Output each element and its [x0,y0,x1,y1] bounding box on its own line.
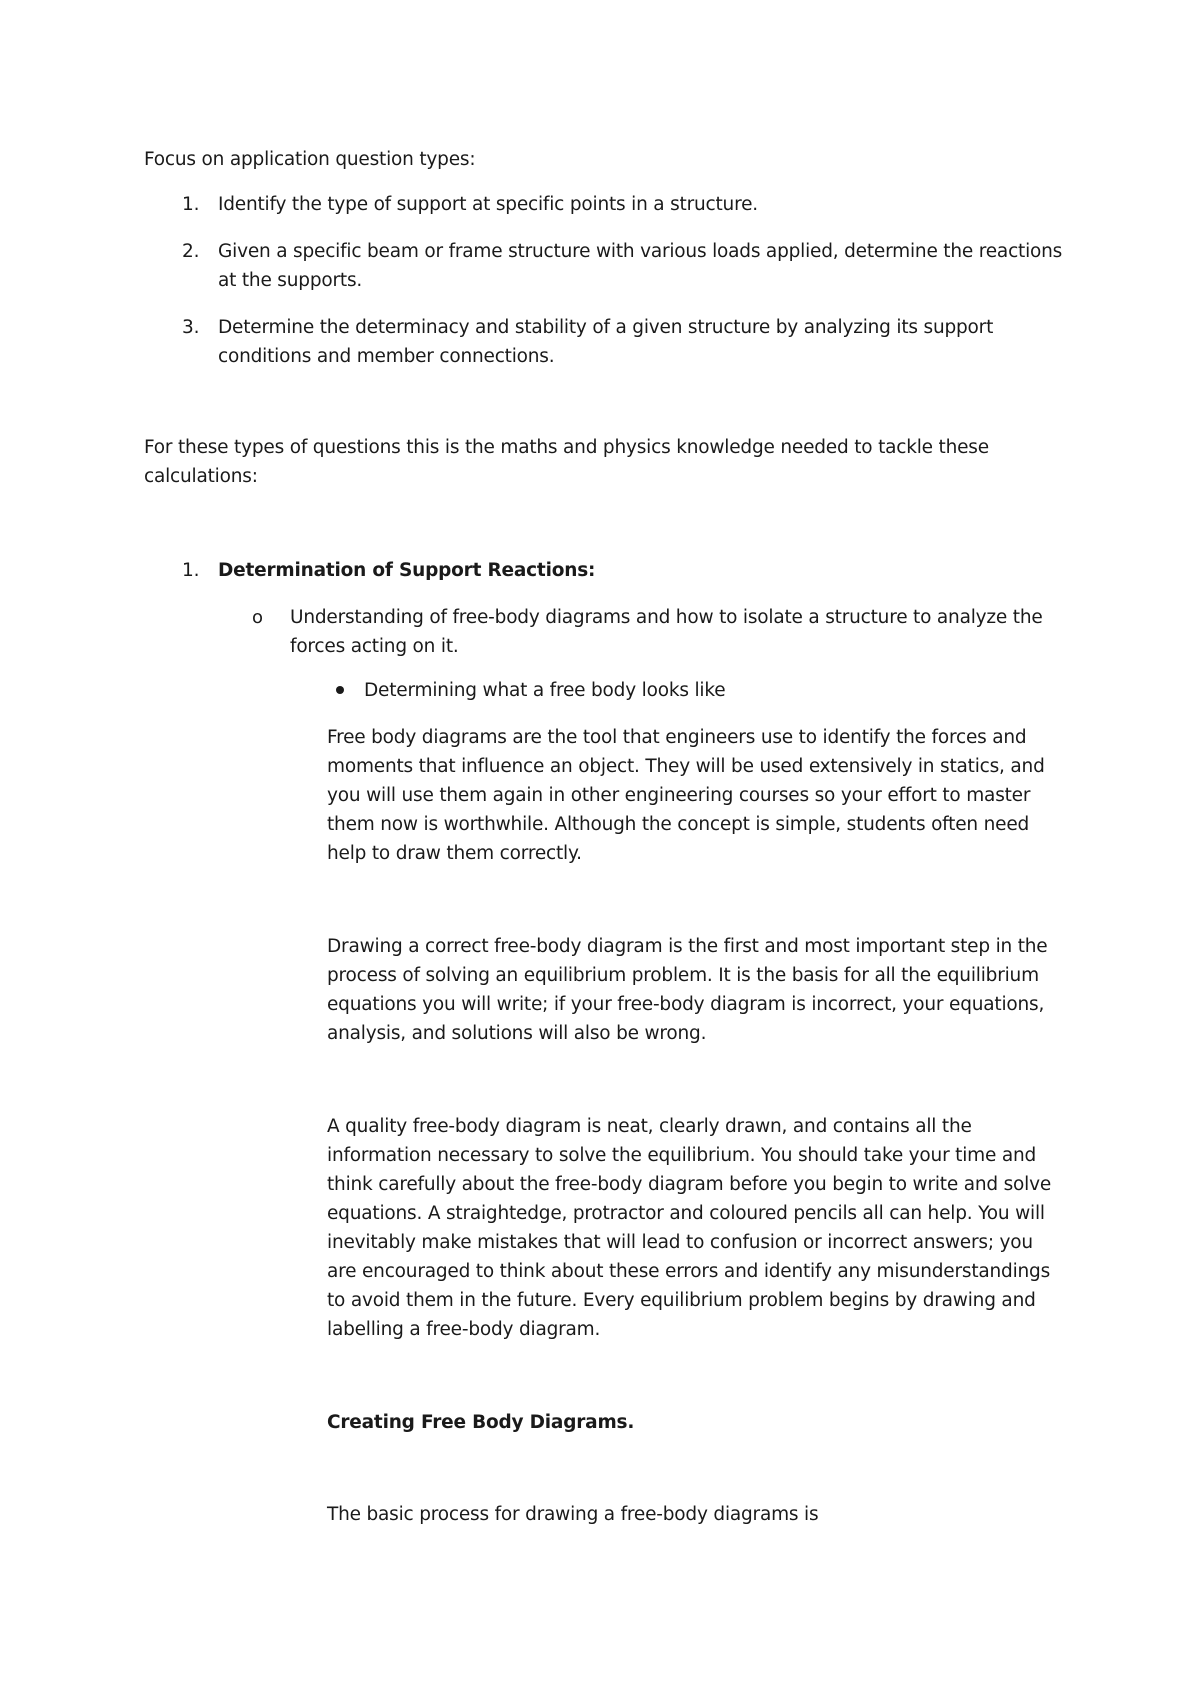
paragraph-line: you will use them again in other engineering courses so your effort to master [327,785,1031,806]
paragraph-line: The basic process for drawing a free-body diagrams is [327,1504,819,1525]
intro-heading: Focus on application question types: [144,149,476,170]
subsection-title: Creating Free Body Diagrams. [327,1412,635,1433]
knowledge-paragraph-line: For these types of questions this is the maths and physics knowledge needed to tackle these [144,437,989,458]
paragraph-line: moments that influence an object. They will be used extensively in statics, and [327,756,1045,777]
list-item-text: Given a specific beam or frame structure with various loads applied, determine the reactions [218,241,1063,262]
paragraph-line: equations you will write; if your free-body diagram is incorrect, your equations, [327,994,1045,1015]
paragraph-line: information necessary to solve the equilibrium. You should take your time and [327,1145,1037,1166]
list-number: 1. [182,194,200,215]
paragraph-line: them now is worthwhile. Although the concept is simple, students often need [327,814,1030,835]
knowledge-paragraph-line: calculations: [144,466,258,487]
paragraph-line: labelling a free-body diagram. [327,1319,601,1340]
list-item-text: at the supports. [218,270,363,291]
list-number: 2. [182,241,200,262]
paragraph-line: think carefully about the free-body diagram before you begin to write and solve [327,1174,1052,1195]
paragraph-line: to avoid them in the future. Every equilibrium problem begins by drawing and [327,1290,1036,1311]
bullet-dot-icon [336,686,344,694]
dot-item-text: Determining what a free body looks like [364,680,726,701]
paragraph-line: are encouraged to think about these errors and identify any misunderstandings [327,1261,1051,1282]
paragraph-line: help to draw them correctly. [327,843,582,864]
sub-bullet-marker: o [252,607,263,628]
paragraph-line: A quality free-body diagram is neat, clearly drawn, and contains all the [327,1116,972,1137]
list-number: 3. [182,317,200,338]
list-item-text: Identify the type of support at specific points in a structure. [218,194,758,215]
section-number: 1. [182,560,200,581]
sub-bullet-text: Understanding of free-body diagrams and how to isolate a structure to analyze the [290,607,1043,628]
paragraph-line: inevitably make mistakes that will lead to confusion or incorrect answers; you [327,1232,1033,1253]
paragraph-line: analysis, and solutions will also be wrong. [327,1023,707,1044]
section-title: Determination of Support Reactions: [218,560,596,581]
paragraph-line: Drawing a correct free-body diagram is the first and most important step in the [327,936,1048,957]
paragraph-line: process of solving an equilibrium problem. It is the basis for all the equilibrium [327,965,1039,986]
paragraph-line: equations. A straightedge, protractor and coloured pencils all can help. You will [327,1203,1045,1224]
sub-bullet-text: forces acting on it. [290,636,459,657]
paragraph-line: Free body diagrams are the tool that engineers use to identify the forces and [327,727,1027,748]
list-item-text: conditions and member connections. [218,346,555,367]
list-item-text: Determine the determinacy and stability of a given structure by analyzing its support [218,317,994,338]
